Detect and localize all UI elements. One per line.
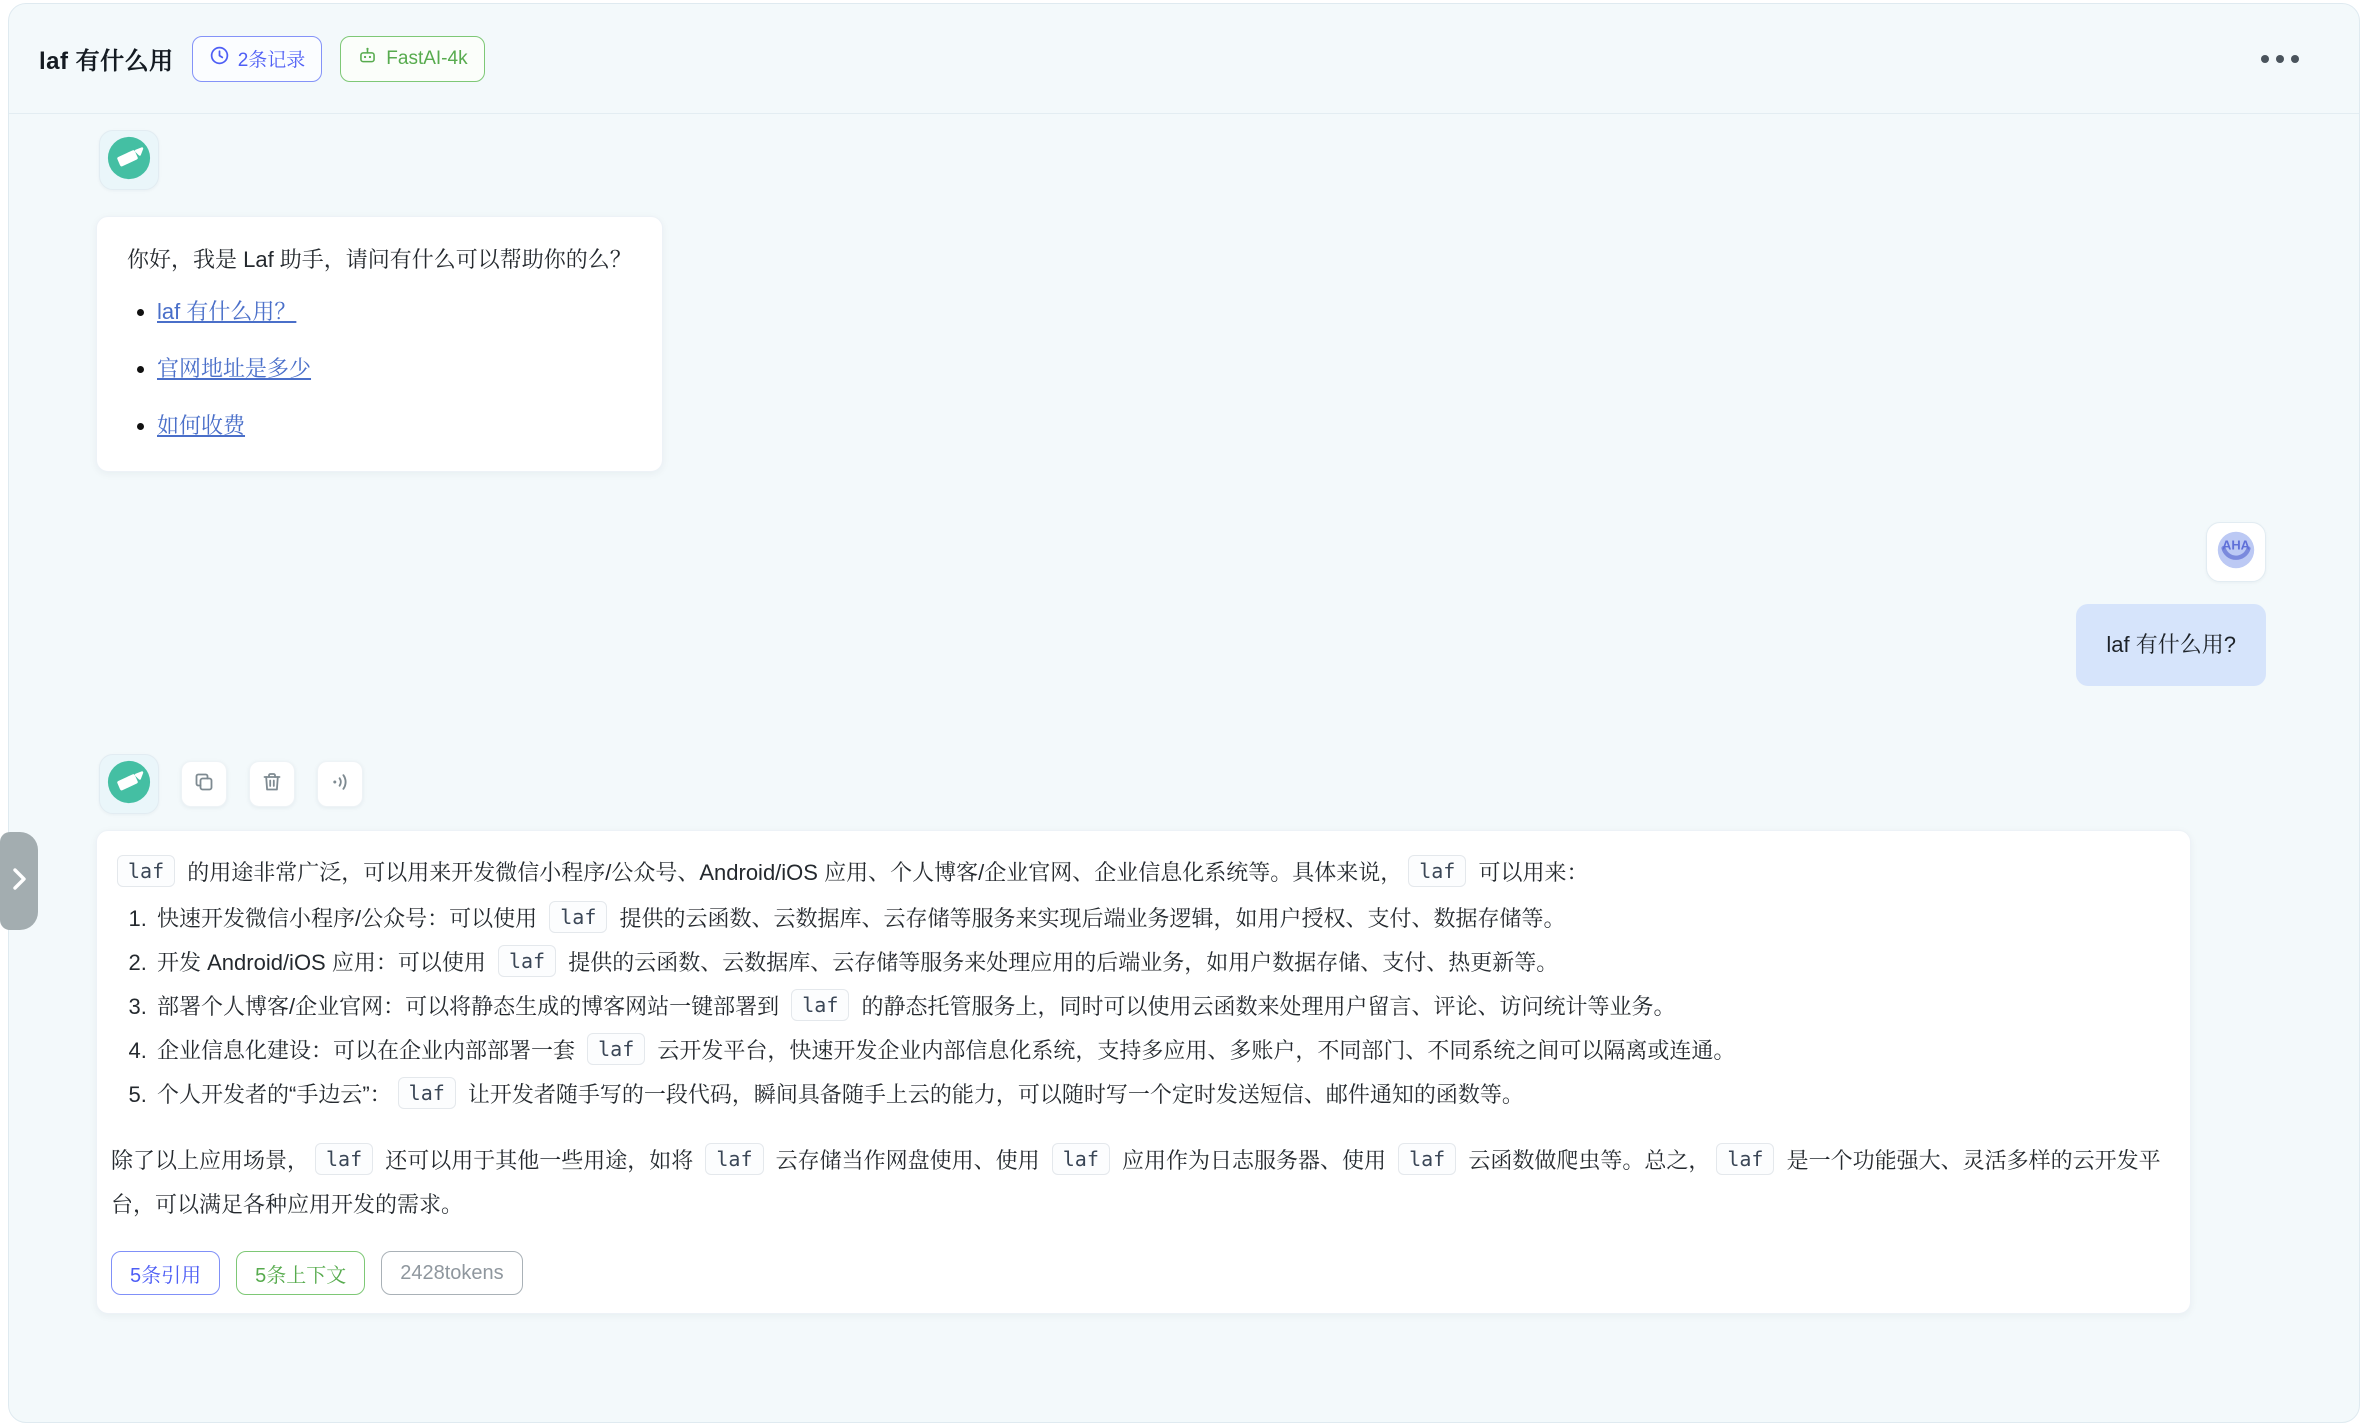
inline-code-chip: laf <box>1398 1143 1456 1175</box>
assistant-answer-message <box>99 754 2359 1314</box>
delete-button[interactable] <box>249 761 295 807</box>
inline-code-chip: laf <box>587 1033 645 1065</box>
answer-meta-row <box>111 1251 2162 1295</box>
list-item <box>157 354 632 384</box>
clock-icon <box>209 45 230 72</box>
records-badge[interactable] <box>192 36 323 82</box>
list-item: 2. 开发 Android/iOS 应用：可以使用 laf 提供的云函数、云数据库、云存储等服务来处理应用的后端业务，如用户数据存储、支付、热更新等。 <box>153 941 2162 985</box>
inline-code-chip: laf <box>1052 1143 1110 1175</box>
chat-title: laf 有什么用 <box>39 48 174 75</box>
list-item <box>157 297 632 327</box>
copy-button[interactable] <box>181 761 227 807</box>
answer-outro: 除了以上应用场景， laf 还可以用于其他一些用途，如将 laf 云存储当作网盘使用、使用 laf 应用作为日志服务器、使用 laf 云函数做爬虫等。总之， laf 是一个功能强大、灵活多样的云开发平台，可以满足各种应用开发的需求。 <box>111 1139 2162 1227</box>
list-item: 4. 企业信息化建设：可以在企业内部部署一套 laf 云开发平台，快速开发企业内部信息化系统，支持多应用、多账户，不同部门、不同系统之间可以隔离或连通。 <box>153 1029 2162 1073</box>
chat-header <box>9 4 2359 114</box>
svg-text:AHA: AHA <box>2222 537 2250 553</box>
list-item <box>157 411 632 441</box>
inline-code-chip: laf <box>1408 855 1466 887</box>
list-item: 1. 快速开发微信小程序/公众号：可以使用 laf 提供的云函数、云数据库、云存储等服务来实现后端业务逻辑，如用户授权、支付、数据存储等。 <box>153 897 2162 941</box>
copy-icon <box>192 770 216 799</box>
assistant-welcome-message <box>99 130 2359 472</box>
chat-message-list <box>9 114 2359 1314</box>
laf-logo-icon <box>106 135 152 186</box>
suggested-question-link-1[interactable]: laf 有什么用？ <box>157 299 297 324</box>
list-item: 5. 个人开发者的“手边云”： laf 让开发者随手写的一段代码，瞬间具备随手上云的能力，可以随时写一个定时发送短信、邮件通知的函数等。 <box>153 1073 2162 1117</box>
more-options-icon[interactable] <box>2251 45 2309 73</box>
model-badge-label: FastAI-4k <box>386 47 468 69</box>
inline-code-chip: laf <box>398 1077 456 1109</box>
chat-window <box>8 3 2360 1423</box>
user-message <box>9 522 2359 686</box>
inline-code-chip: laf <box>791 989 849 1021</box>
chevron-right-icon <box>8 862 30 901</box>
model-badge[interactable] <box>340 36 484 82</box>
inline-code-chip: laf <box>315 1143 373 1175</box>
inline-code-chip: laf <box>498 945 556 977</box>
inline-code-chip: laf <box>117 855 175 887</box>
sidebar-expand-handle[interactable] <box>0 832 38 930</box>
read-aloud-button[interactable] <box>317 761 363 807</box>
records-badge-label: 2条记录 <box>237 50 306 71</box>
assistant-answer-bubble <box>96 830 2191 1314</box>
inline-code-chip: laf <box>705 1143 763 1175</box>
citations-badge[interactable]: 5条引用 <box>111 1251 220 1295</box>
user-message-bubble: laf 有什么用? <box>2076 604 2266 686</box>
user-avatar <box>2206 522 2266 582</box>
tokens-badge: 2428tokens <box>381 1251 522 1295</box>
assistant-welcome-bubble <box>96 216 663 472</box>
context-badge[interactable]: 5条上下文 <box>236 1251 365 1295</box>
laf-logo-icon <box>106 759 152 810</box>
trash-icon <box>260 770 284 799</box>
user-avatar-icon <box>2213 527 2259 578</box>
suggested-question-list <box>157 297 632 441</box>
welcome-greeting: 你好，我是 Laf 助手，请问有什么可以帮助你的么？ <box>127 247 632 272</box>
suggested-question-link-2[interactable]: 官网地址是多少 <box>157 356 312 381</box>
message-toolbar <box>99 754 2359 814</box>
robot-icon <box>357 45 378 72</box>
sound-wave-icon <box>328 770 352 799</box>
list-item: 3. 部署个人博客/企业官网：可以将静态生成的博客网站一键部署到 laf 的静态托管服务上，同时可以使用云函数来处理用户留言、评论、访问统计等业务。 <box>153 985 2162 1029</box>
answer-ordered-list <box>111 897 2162 1117</box>
answer-intro: laf 的用途非常广泛，可以用来开发微信小程序/公众号、Android/iOS 应用、个人博客/企业官网、企业信息化系统等。具体来说， laf 可以用来： <box>111 851 2162 895</box>
inline-code-chip: laf <box>1716 1143 1774 1175</box>
assistant-avatar <box>99 754 159 814</box>
suggested-question-link-3[interactable]: 如何收费 <box>157 413 246 438</box>
inline-code-chip: laf <box>549 901 607 933</box>
assistant-avatar <box>99 130 159 190</box>
